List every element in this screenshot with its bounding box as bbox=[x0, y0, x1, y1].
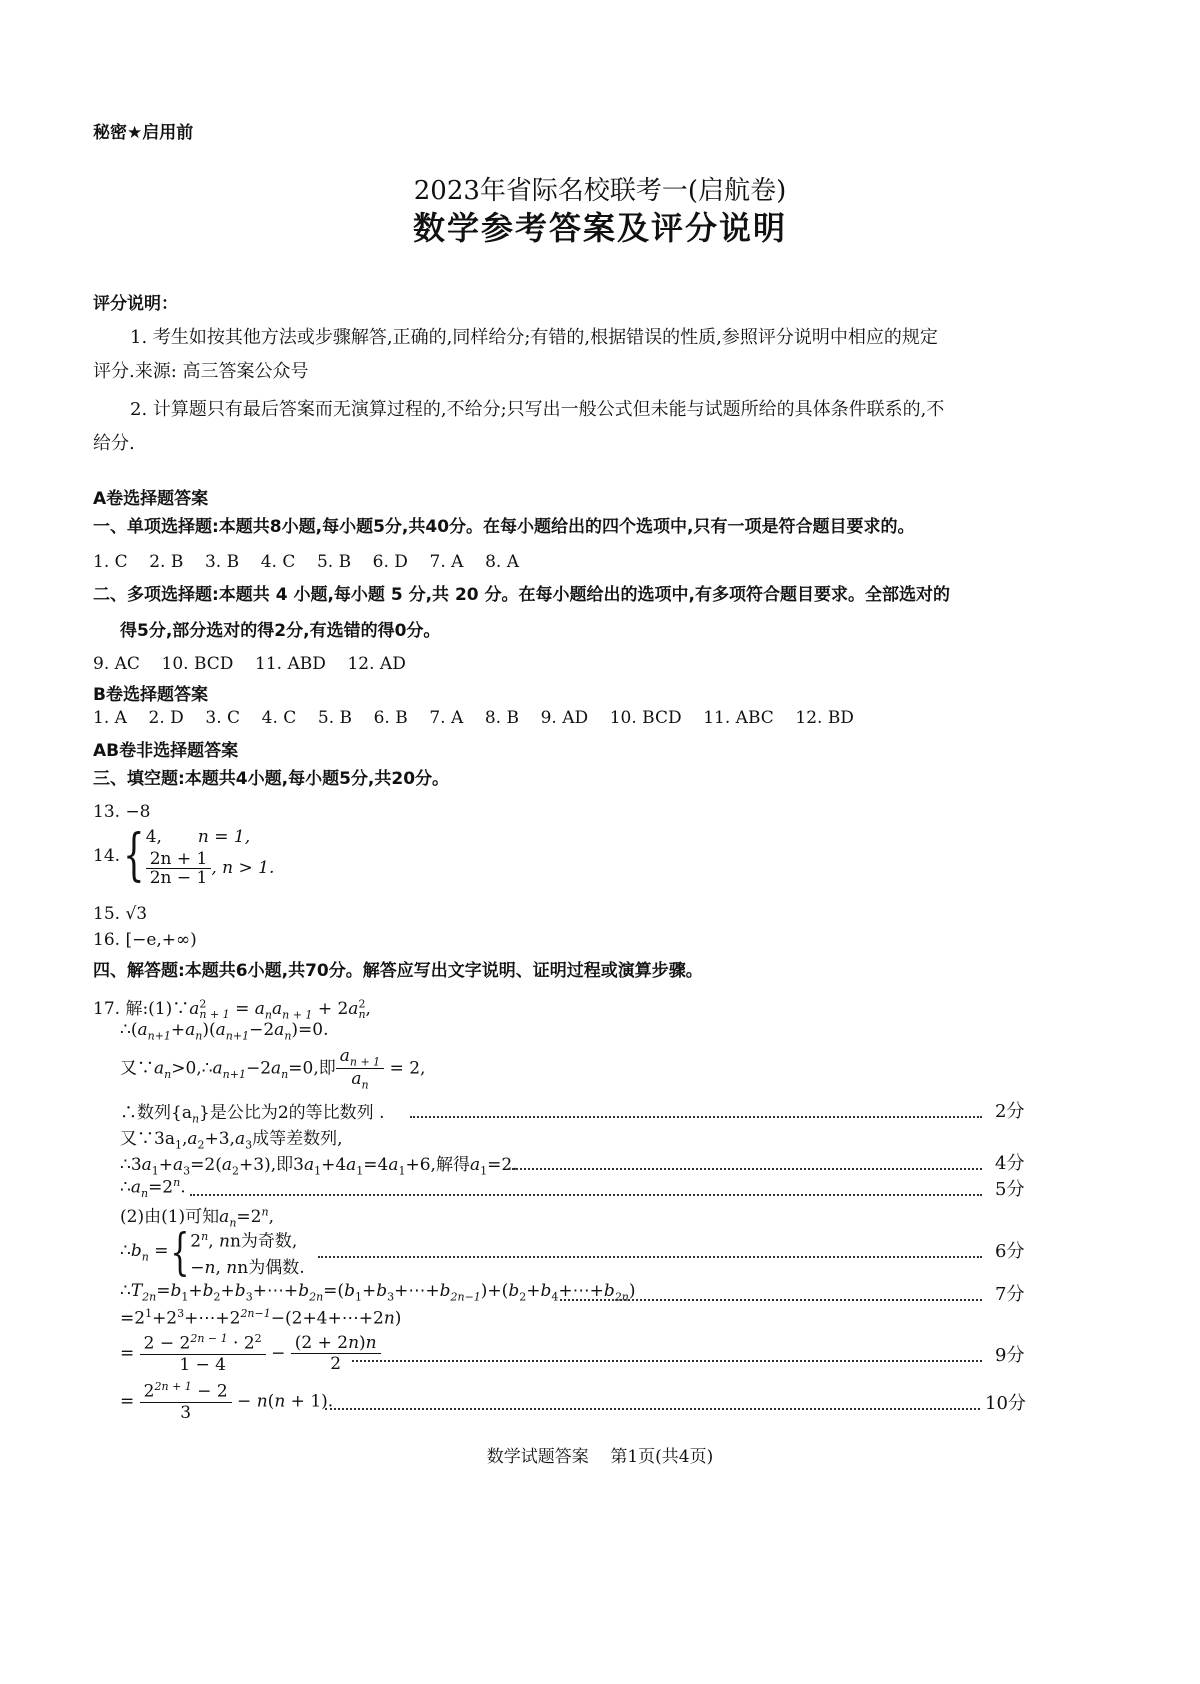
answer-13: 13. −8 bbox=[93, 802, 151, 822]
case-1-condition: n = 1, bbox=[197, 827, 251, 847]
q17-line-3: 又$\because a_n>0,\therefore a_{n+1}-2a_n=0$,即 $\frac{a_{n + 1}}{a_n}$ = 2, bbox=[120, 1046, 426, 1092]
answer-15: 15. √3 bbox=[93, 904, 148, 924]
single-choice-heading: 一、单项选择题:本题共8小题,每小题5分,共40分。在每小题给出的四个选项中,只有一项是符合题目要求的。 bbox=[93, 517, 915, 537]
case-2-condition: , n > 1. bbox=[211, 858, 275, 878]
grading-note-1-line-1: 1. 考生如按其他方法或步骤解答,正确的,同样给分;有错的,根据错误的性质,参照评分说明中相应的规定 bbox=[130, 327, 938, 348]
score-7: 7分 bbox=[995, 1284, 1025, 1305]
section-b-heading: B卷选择题答案 bbox=[93, 685, 208, 705]
q17-line-9: $\therefore b_n$ ={ 2$^n$, nn为奇数, −n, nn为偶数. bbox=[120, 1223, 305, 1282]
section-b-answers: 1. A 2. D 3. C 4. C 5. B 6. B 7. A 8. B 9. AD 10. BCD 11. ABC 12. BD bbox=[93, 708, 854, 728]
grading-note-2-line-2: 给分. bbox=[93, 433, 135, 454]
score-4: 4分 bbox=[995, 1153, 1025, 1174]
doc-title: 数学参考答案及评分说明 bbox=[412, 209, 787, 247]
score-10: 10分 bbox=[985, 1393, 1026, 1414]
leader-dots bbox=[508, 1168, 982, 1170]
single-choice-answers: 1. C 2. B 3. B 4. C 5. B 6. D 7. A 8. A bbox=[93, 552, 519, 572]
answer-15-value: √3 bbox=[125, 904, 148, 924]
grading-note-2-line-1: 2. 计算题只有最后答案而无演算过程的,不给分;只写出一般公式但未能与试题所给的具体条件联系的,不 bbox=[130, 399, 945, 420]
left-brace: { bbox=[123, 822, 145, 888]
q17-line-8: (2)由(1)可知$a_n=2^n$, bbox=[120, 1205, 274, 1230]
q17-line-11: $=2^1+2^3+\cdots+2^{2n-1}-(2+4+\cdots+2n)$ bbox=[120, 1307, 402, 1329]
section-ab-heading: AB卷非选择题答案 bbox=[93, 741, 239, 761]
leader-dots bbox=[560, 1299, 982, 1301]
page-footer: 数学试题答案 第1页(共4页) bbox=[486, 1447, 714, 1467]
multi-choice-heading-line-1: 二、多项选择题:本题共 4 小题,每小题 5 分,共 20 分。在每小题给出的选项中,有多项符合题目要求。全部选对的 bbox=[93, 585, 950, 605]
q17-line-10: $\therefore T_{2n}=b_1+b_2+b_3+\cdots+b_{2n}=(b_1+b_3+\cdots+b_{2n-1})+(b_2+b_4+\cdots+b_{2n})$ bbox=[120, 1281, 636, 1304]
q17-line-5: 又$\because 3a_1,a_2+3,a_3$成等差数列, bbox=[120, 1129, 343, 1152]
leader-dots bbox=[318, 1256, 982, 1258]
answer-16: 16. [−e,+∞) bbox=[93, 930, 197, 950]
q17-line-7: $\therefore a_n=2^n$. bbox=[120, 1176, 186, 1201]
q17-line-2: $\therefore(a_{n+1}+a_n)(a_{n+1}-2a_n)=0$. bbox=[120, 1020, 329, 1043]
section-a-heading: A卷选择题答案 bbox=[93, 489, 209, 509]
bn-case-odd: n为奇数, bbox=[229, 1231, 298, 1252]
answer-14 bbox=[93, 824, 274, 898]
grading-notes-heading: 评分说明： bbox=[93, 294, 178, 314]
q17-line-13: = $\frac{2^{2n + 1} - 2}{3}$ − n(n + 1). bbox=[120, 1380, 334, 1423]
q17-line-1: 17. 解$:(1)\because a^2_{n + 1} = a_na_{n + 1} + 2a^2_n$, bbox=[93, 997, 371, 1022]
leader-dots bbox=[325, 1408, 980, 1410]
left-brace: { bbox=[170, 1223, 190, 1282]
fill-blank-heading: 三、填空题:本题共4小题,每小题5分,共20分。 bbox=[93, 769, 450, 789]
q17-line-6: $\therefore 3a_1+a_3=2(a_2+3)$,即$3a_1+4a_1=4a_1+6$,解得$a_1=2$. bbox=[120, 1155, 518, 1178]
leader-dots bbox=[190, 1194, 982, 1196]
leader-dots bbox=[410, 1116, 982, 1118]
score-9: 9分 bbox=[995, 1345, 1025, 1366]
multi-choice-heading-line-2: 得5分,部分选对的得2分,有选错的得0分。 bbox=[120, 621, 441, 641]
score-2: 2分 bbox=[995, 1101, 1025, 1122]
case-1-value: 4, bbox=[145, 827, 162, 847]
answer-14-label: 14. bbox=[93, 845, 121, 866]
exam-title: 2023年省际名校联考一(启航卷) bbox=[413, 176, 787, 206]
grading-note-1-line-2: 评分.来源: 高三答案公众号 bbox=[93, 361, 309, 382]
q17-line-12: = $\frac{2 - 2^{2n - 1} \cdot 2^2}{1 - 4}$ − $\frac{(2 + 2n)n}{2}$ bbox=[120, 1332, 381, 1380]
leader-dots bbox=[352, 1360, 982, 1362]
score-6: 6分 bbox=[995, 1241, 1025, 1262]
bn-case-even: n为偶数. bbox=[237, 1257, 305, 1278]
score-5: 5分 bbox=[995, 1179, 1025, 1200]
answer-14-cases bbox=[146, 824, 275, 887]
q17-line-4: ∴数列$\{a_n\}$是公比为2的等比数列 . bbox=[120, 1103, 385, 1126]
multi-choice-answers: 9. AC 10. BCD 11. ABD 12. AD bbox=[93, 654, 406, 674]
solve-heading: 四、解答题:本题共6小题,共70分。解答应写出文字说明、证明过程或演算步骤。 bbox=[93, 961, 703, 981]
case-2-fraction: $\frac{2n + 1}{2n - 1}$ bbox=[146, 850, 212, 887]
secret-label: 秘密★启用前 bbox=[93, 123, 194, 143]
